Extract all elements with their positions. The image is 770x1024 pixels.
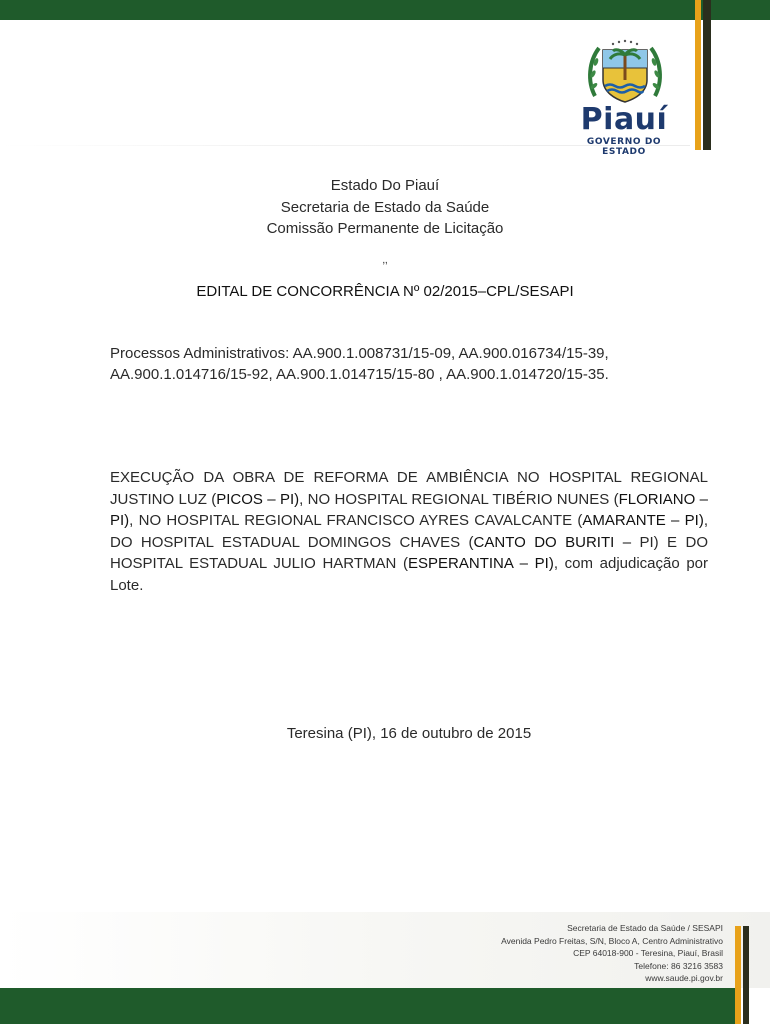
- location-canto-do-buriti: CANTO DO BURITI –: [473, 533, 632, 551]
- footer-address-block: [501, 922, 723, 985]
- coat-of-arms-icon: [585, 36, 665, 106]
- object-description-paragraph: [110, 467, 708, 596]
- edital-title: EDITAL DE CONCORRÊNCIA Nº 02/2015–CPL/SESAPI: [196, 283, 574, 300]
- footer-line-4: Telefone: 86 3216 3583: [634, 960, 723, 971]
- header-dark-stripe: [703, 0, 711, 150]
- footer-green-bar: [0, 988, 735, 1024]
- location-amarante: AMARANTE – PI): [582, 512, 704, 529]
- state-name: Estado Do Piauí: [330, 177, 440, 194]
- secretariat-name: Secretaria de Estado da Saúde: [280, 199, 490, 216]
- location-picos: PICOS – PI): [216, 490, 300, 508]
- processos-line-1: Processos Administrativos: AA.900.1.008731/15-09, AA.900.016734/15-39,: [110, 345, 609, 362]
- footer-line-2: Avenida Pedro Freitas, S/N, Bloco A, Centro Administrativo: [501, 935, 723, 946]
- execucao-text-6: , com adjudicação por Lote.: [110, 555, 709, 594]
- header-green-bar: [0, 0, 770, 20]
- piaui-government-logo: [565, 36, 685, 157]
- footer-website: www.saude.pi.gov.br: [645, 973, 723, 983]
- location-esperantina: ESPERANTINA – PI): [408, 555, 554, 572]
- header-gold-stripe: [695, 0, 701, 150]
- location-floriano: FLORIANO – PI): [110, 490, 708, 529]
- logo-subtitle: GOVERNO DO ESTADO: [586, 137, 662, 157]
- footer-dark-stripe: [743, 926, 749, 1024]
- footer-line-1: Secretaria de Estado da Saúde / SESAPI: [567, 923, 723, 933]
- execucao-text-5: PI) E DO HOSPITAL ESTADUAL JULIO HARTMAN (: [110, 533, 708, 572]
- processos-line-2: AA.900.1.014716/15-92, AA.900.1.014715/15-80 , AA.900.1.014720/15-35.: [110, 366, 609, 383]
- execucao-text-4: , DO HOSPITAL ESTADUAL DOMINGOS CHAVES (: [110, 512, 708, 551]
- footer-gold-stripe: [735, 926, 741, 1024]
- execucao-text-3: , NO HOSPITAL REGIONAL FRANCISCO AYRES CAVALCANTE (: [129, 512, 583, 529]
- quote-mark: ‚‚: [382, 252, 388, 266]
- logo-wordmark: Piauí: [580, 102, 668, 137]
- footer-line-3: CEP 64018-900 - Teresina, Piauí, Brasil: [573, 948, 723, 958]
- processos-paragraph: [110, 343, 710, 385]
- document-date: Teresina (PI), 16 de outubro de 2015: [286, 725, 532, 742]
- commission-name: Comissão Permanente de Licitação: [266, 220, 504, 237]
- execucao-text-1: EXECUÇÃO DA OBRA DE REFORMA DE AMBIÊNCIA NO HOSPITAL REGIONAL JUSTINO LUZ (: [110, 469, 708, 508]
- execucao-text-2: , NO HOSPITAL REGIONAL TIBÉRIO NUNES (: [299, 490, 619, 508]
